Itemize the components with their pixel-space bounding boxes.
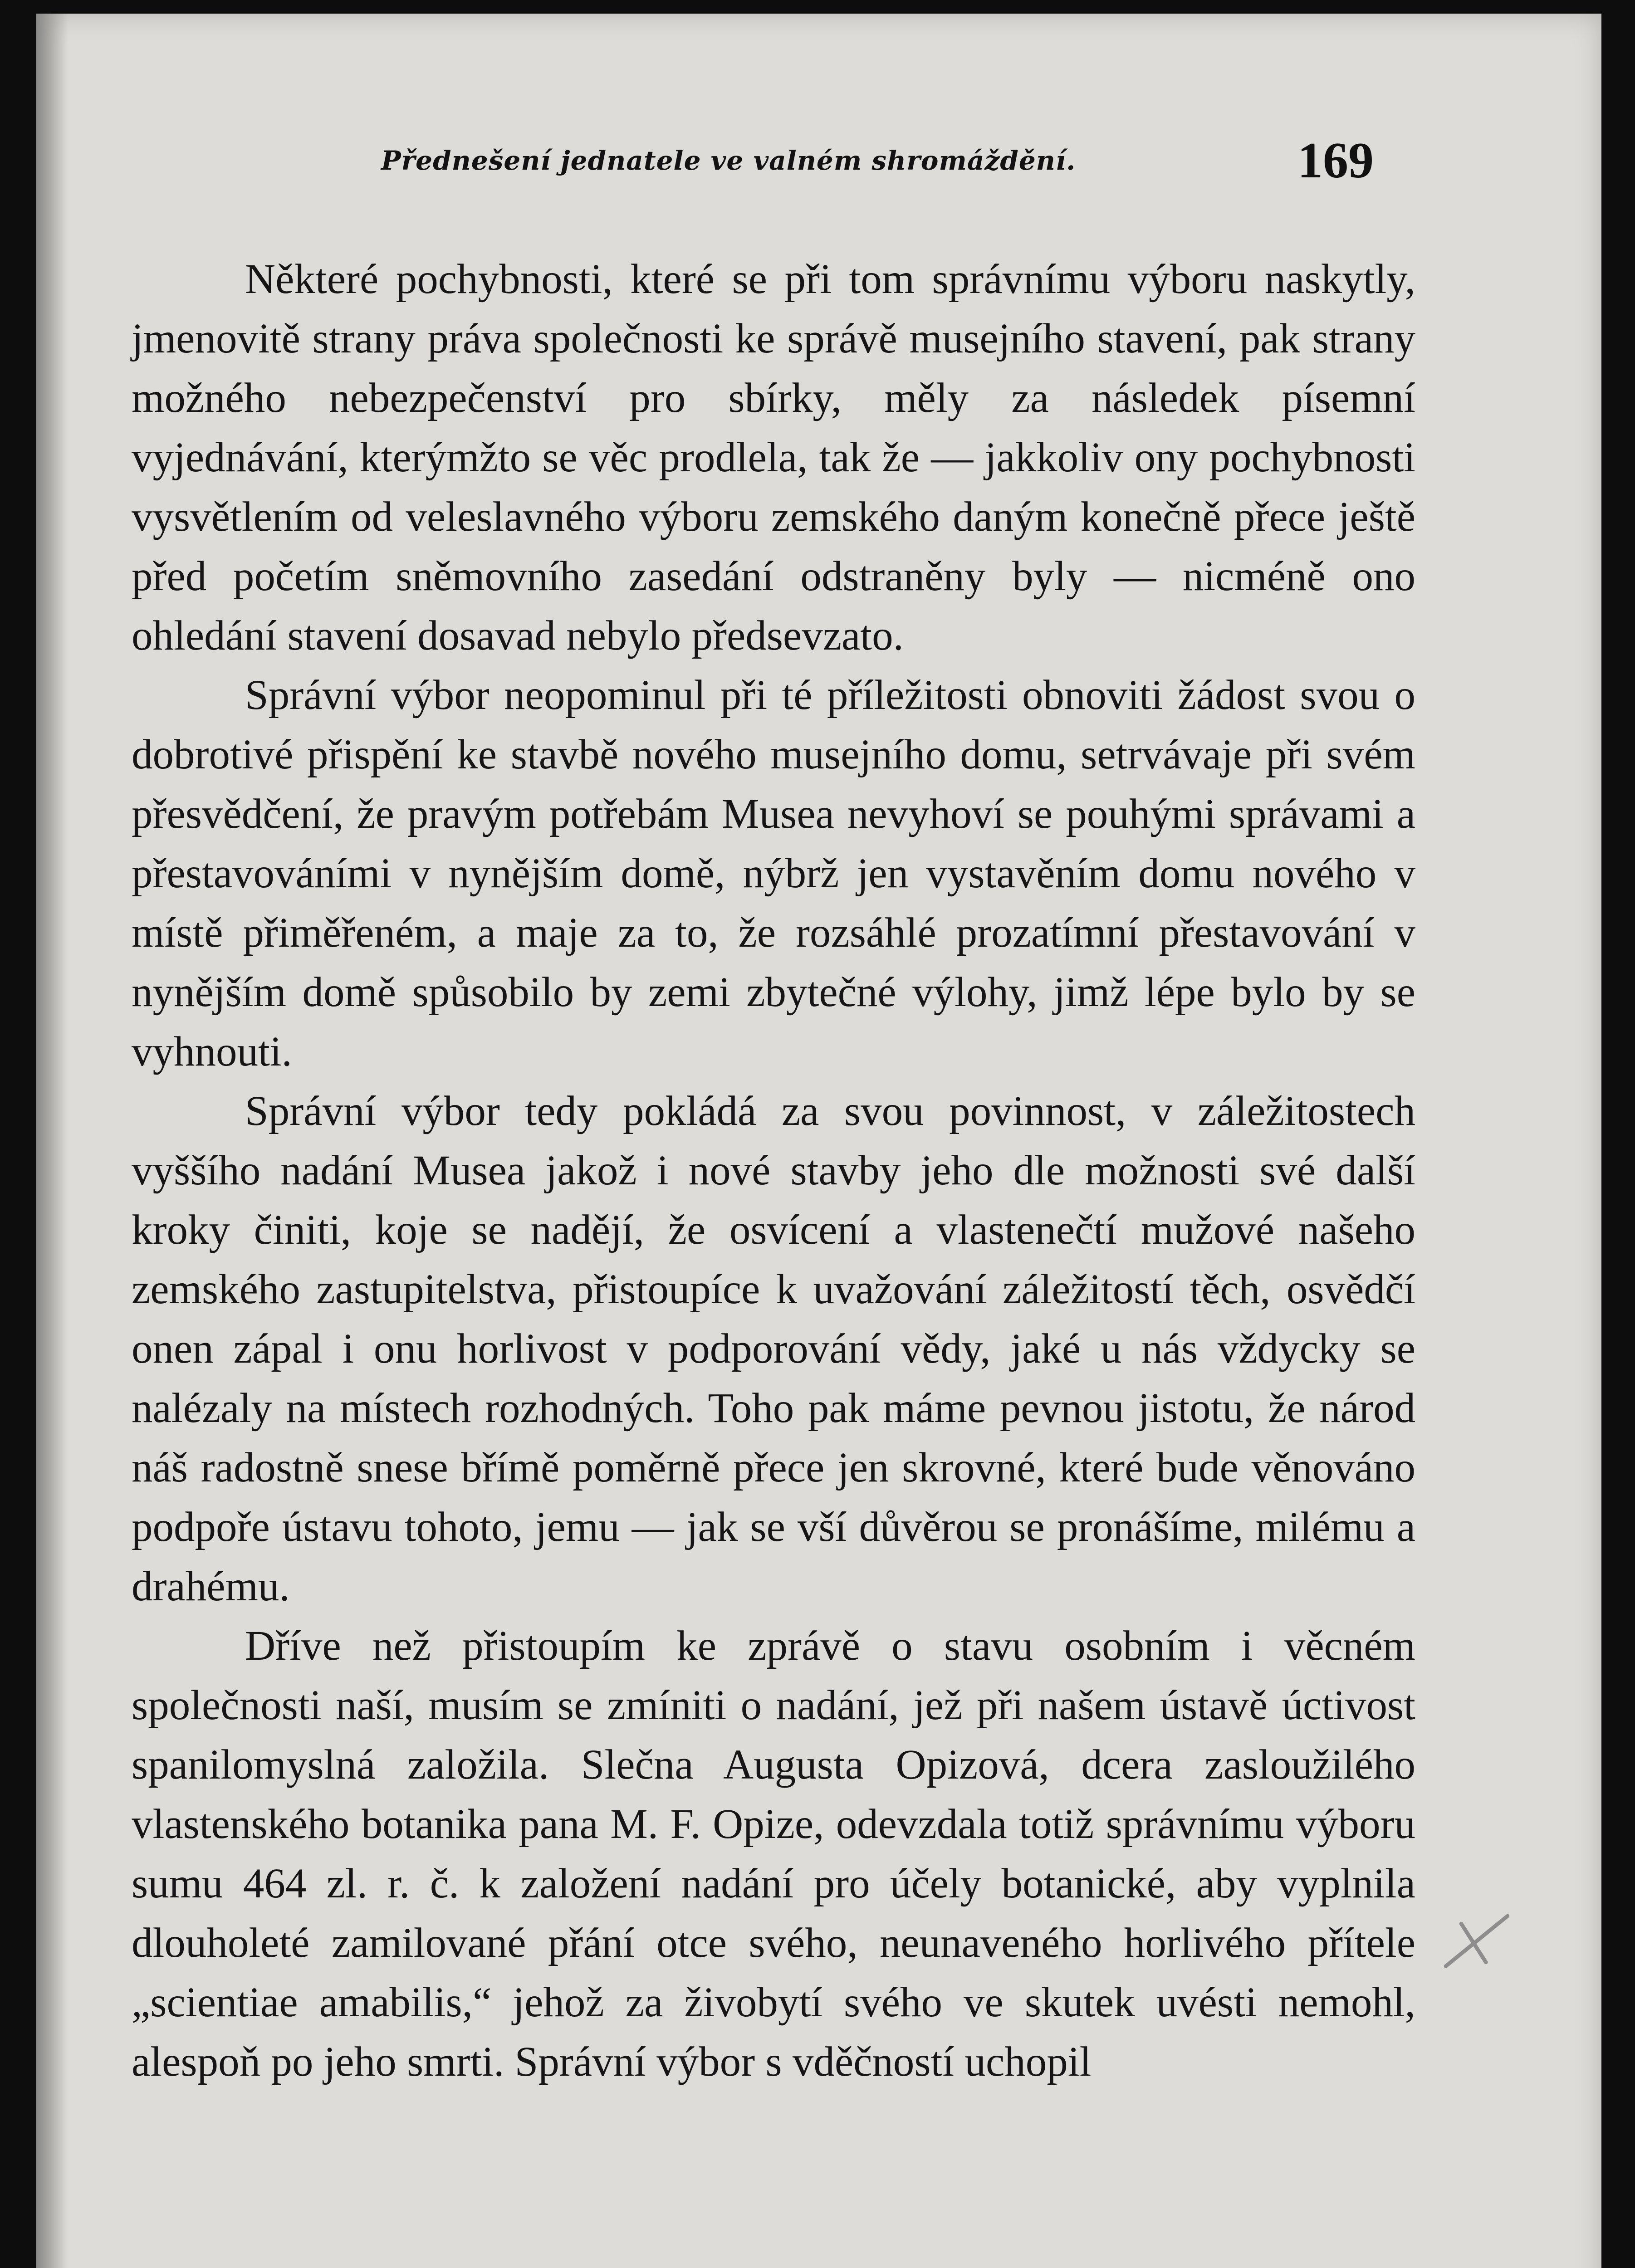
body-text [132,249,1415,2092]
paragraph: Správní výbor tedy pokládá za svou povinnost, v záležitostech vyššího nadání Musea jakož i nové stavby jeho dle možnosti své další kroky činiti, koje se nadějí, že osvícení a vlastenečtí mužové našeho zemského zastupitelstva, přistoupíce k uvažování záležitostí těch, osvědčí onen zápal i onu horlivost v podporování vědy, jaké u nás vždycky se nalézaly na místech rozhodných. Toho pak máme pevnou jistotu, že národ náš radostně snese břímě poměrně přece jen skrovné, které bude věnováno podpoře ústavu tohoto, jemu — jak se vší důvěrou se pronášíme, milému a drahému. [132,1088,1415,1610]
pencil-cross-icon [1438,1901,1515,1978]
paragraph: Správní výbor neopominul při té příležitosti obnoviti žádost svou o dobrotivé přispění ke stavbě nového musejního domu, setrvávaje při svém přesvědčení, že pravým potřebám Musea nevyhoví se pouhými správami a přestavováními v nynějším domě, nýbrž jen vystavěním domu nového v místě přiměřeném, a maje za to, že rozsáhlé prozatímní přestavování v nynějším domě spůsobilo by zemi zbytečné výlohy, jimž lépe bylo by se vyhnouti. [132,672,1415,1075]
page-number: 169 [1297,132,1374,189]
book-page [36,14,1601,2268]
binding-shadow [36,14,68,2268]
paragraph: Dříve než přistoupím ke zprávě o stavu osobním i věcném společnosti naší, musím se zmíniti o nadání, jež při našem ústavě úctivost spanilomyslná založila. Slečna Augusta Opizová, dcera zasloužilého vlastenského botanika pana M. F. Opize, odevzdala totiž správnímu výboru sumu 464 zl. r. č. k založení nadání pro účely botanické, aby vyplnila dlouholeté zamilované přání otce svého, neunaveného horlivého přítele „scientiae amabilis,“ jehož za živobytí svého ve skutek uvésti nemohl, alespoň po jeho smrti. Správní výbor s vděčností uchopil [132,1623,1415,2085]
running-head: Přednešení jednatele ve valném shromáždění. [381,145,1076,176]
paragraph: Některé pochybnosti, které se při tom správnímu výboru naskytly, jmenovitě strany práva společnosti ke správě musejního stavení, pak strany možného nebezpečenství pro sbírky, měly za následek písemní vyjednávání, kterýmžto se věc prodlela, tak že — jakkoliv ony pochybnosti vysvětlením od veleslavného výboru zemského daným konečně přece ještě před početím sněmovního zasedání odstraněny byly — nicméně ono ohledání stavení dosavad nebylo předsevzato. [132,256,1415,659]
